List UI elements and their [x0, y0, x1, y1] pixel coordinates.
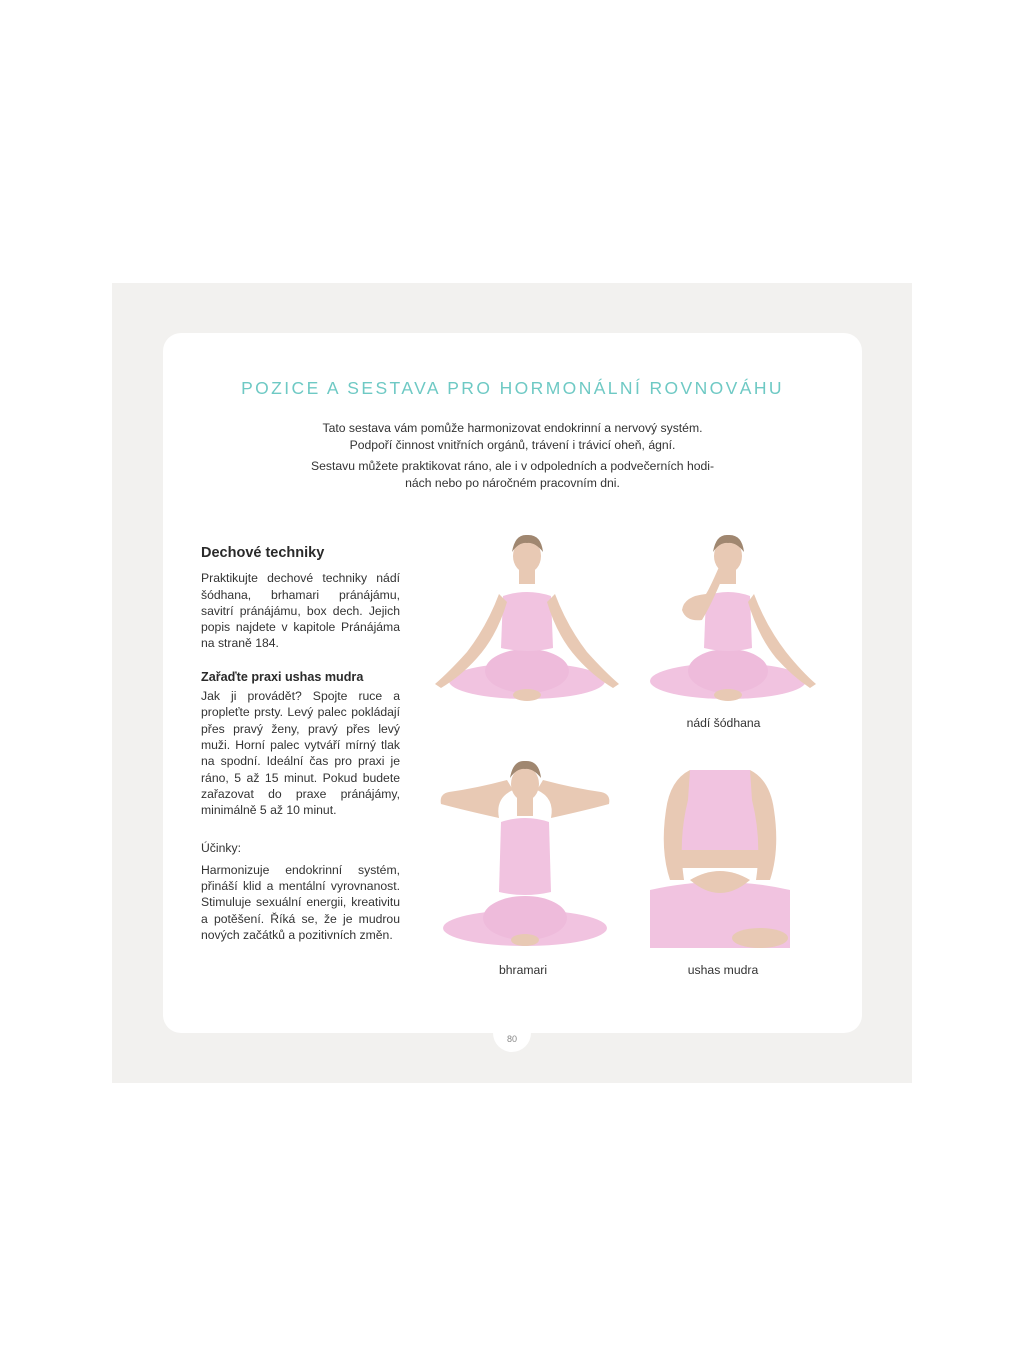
- page-number: 80: [506, 1034, 517, 1044]
- intro-line: Podpoří činnost vnitřních orgánů, trávení i trávicí oheň, ágní.: [349, 438, 676, 452]
- caption-ushas-mudra: ushas mudra: [687, 963, 759, 977]
- caption-bhramari: bhramari: [498, 963, 548, 977]
- page-title: POZICE A SESTAVA PRO HORMONÁLNÍ ROVNOVÁHU: [241, 378, 784, 398]
- photo-seated-meditation: [427, 530, 627, 710]
- photo-ushas-mudra: [650, 770, 790, 960]
- intro-line: Sestavu můžete praktikovat ráno, ale i v odpoledních a podvečerních hodi-: [310, 459, 715, 473]
- breathing-text: Praktikujte dechové techniky nádí šódhana, brhamari pránájámu, savitrí pránájámu, box dech. Jejich popis najdete v kapitole Pránájáma na straně 184.: [201, 571, 400, 651]
- effects-label: Účinky:: [201, 841, 241, 856]
- caption-nadi-sodhana: nádí šódhana: [686, 716, 761, 730]
- intro-line: nách nebo po náročném pracovním dni.: [405, 476, 620, 490]
- mudra-heading: Zařaďte praxi ushas mudra: [201, 669, 364, 684]
- intro-line: Tato sestava vám pomůže harmonizovat endokrinní a nervový systém.: [322, 421, 703, 435]
- photo-nadi-sodhana: [636, 530, 821, 710]
- mudra-text: Jak ji provádět? Spojte ruce a propleťte prsty. Levý palec pokládají přes pravý ženy, pravý přes levý muži. Horní palec vytváří mírný tlak na spodní. Ideální čas pro praxi je ráno, 5 až 15 minut. Pokud budete zařazovat do praxe pránájámy, minimálně 5 až 10 minut.: [201, 689, 400, 818]
- effects-text: Harmonizuje endokrinní systém, přináší klid a mentální vyrovnanost. Stimuluje sexuální energii, kreativitu a potěšení. Říká se, že je mudrou nových začátků a pozitivních změn.: [201, 862, 400, 942]
- photo-bhramari: [433, 758, 618, 958]
- intro-text: [263, 420, 762, 492]
- text-column: [201, 545, 400, 943]
- breathing-heading: Dechové techniky: [201, 545, 325, 561]
